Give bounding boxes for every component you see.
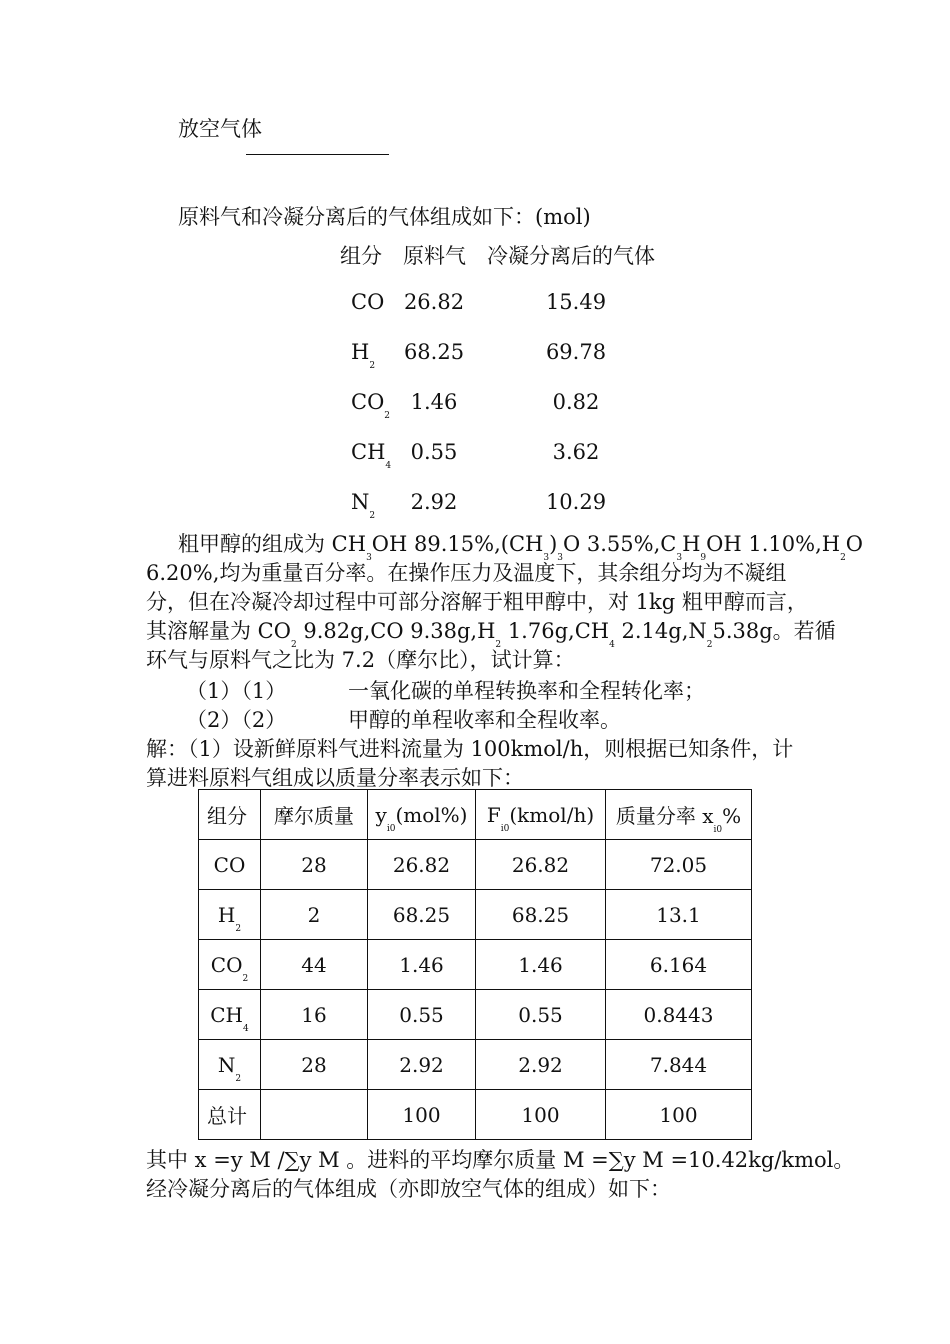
table-row: [199, 990, 752, 1040]
table-row: [199, 840, 752, 890]
table-row: [199, 1040, 752, 1090]
table1-feed-value: 2.92: [410, 490, 458, 514]
cell-f: 1.46: [476, 940, 606, 990]
table-row: [199, 1090, 752, 1140]
cell-comp: $CO_2$: [199, 940, 261, 990]
question-1-number: （1）（1）: [186, 679, 287, 703]
cell-comp: $CH_4$: [199, 990, 261, 1040]
intro-line: 原料气和冷凝分离后的气体组成如下：(mol): [178, 205, 591, 229]
table1-comp: $N_2$: [351, 490, 376, 521]
cell-molar-mass: 44: [261, 940, 368, 990]
cell-y: 100: [368, 1090, 476, 1140]
cell-f: 0.55: [476, 990, 606, 1040]
table-header-row: [199, 790, 752, 840]
table1-header-comp: 组分: [340, 244, 382, 268]
cell-f: 26.82: [476, 840, 606, 890]
table1-comp: $H_2$: [351, 340, 376, 371]
table1-after-value: 10.29: [545, 490, 607, 514]
cell-f: 68.25: [476, 890, 606, 940]
cell-molar-mass: 2: [261, 890, 368, 940]
cell-comp: $N_2$: [199, 1040, 261, 1090]
cell-x: 100: [606, 1090, 752, 1140]
cell-f: 100: [476, 1090, 606, 1140]
cell-y: 26.82: [368, 840, 476, 890]
cell-x: 7.844: [606, 1040, 752, 1090]
table1-comp: CO: [351, 290, 385, 314]
cell-molar-mass: 16: [261, 990, 368, 1040]
cell-x: 0.8443: [606, 990, 752, 1040]
cell-x: 6.164: [606, 940, 752, 990]
cell-y: 68.25: [368, 890, 476, 940]
blank-underline: [246, 154, 389, 155]
table1-after-value: 0.82: [552, 390, 600, 414]
cell-f: 2.92: [476, 1040, 606, 1090]
cell-molar-mass: [261, 1090, 368, 1140]
header-f: $F_{i0}(kmol/h)$: [476, 790, 606, 840]
para-line-1: 粗甲醇的组成为 $CH_3OH$ $89.15\%,(CH_3)_3O$ $3.55\%,C_3H_9OH$ $1.10\%,H_2O$: [178, 532, 864, 563]
question-1-text: 一氧化碳的单程转换率和全程转化率；: [348, 679, 705, 703]
table1-comp: $CH_4$: [351, 440, 392, 471]
para-line-3: 分，但在冷凝冷却过程中可部分溶解于粗甲醇中，对 1kg 粗甲醇而言，: [146, 590, 808, 614]
question-2-text: 甲醇的单程收率和全程收率。: [348, 708, 621, 732]
table-row: [199, 890, 752, 940]
cell-y: 2.92: [368, 1040, 476, 1090]
footer-line-1: 其中 x =y M /∑y M 。进料的平均摩尔质量 M =∑y M =10.42kg/kmol。: [146, 1148, 855, 1172]
footer-line-2: 经冷凝分离后的气体组成（亦即放空气体的组成）如下：: [146, 1177, 671, 1201]
cell-x: 72.05: [606, 840, 752, 890]
table1-feed-value: 1.46: [410, 390, 458, 414]
header-y: $y_{i0}(mol\%)$: [368, 790, 476, 840]
para-line-5: 环气与原料气之比为 7.2（摩尔比），试计算：: [146, 648, 575, 672]
header-comp: 组分: [199, 790, 261, 840]
solution-line-2: 算进料原料气组成以质量分率表示如下：: [146, 766, 524, 790]
solution-line-1: 解：（1）设新鲜原料气进料流量为 100kmol/h，则根据已知条件，计: [146, 737, 794, 761]
cell-comp: CO: [199, 840, 261, 890]
table1-after-value: 15.49: [545, 290, 607, 314]
table1-feed-value: 0.55: [410, 440, 458, 464]
heading: 放空气体: [178, 117, 262, 141]
table1-after-value: 3.62: [552, 440, 600, 464]
para-line-4: 其溶解量为 $CO_2$ 9.82g,CO $9.38g,H_2$ $1.76g,CH_4$ $2.14g,N_25.38g$。若循: [146, 619, 836, 650]
table1-feed-value: 26.82: [403, 290, 465, 314]
mass-fraction-table: [198, 789, 752, 1140]
table1-header-feed: 原料气: [403, 244, 466, 268]
header-x: 质量分率 $x_{i0}\%$: [606, 790, 752, 840]
cell-comp: 总计: [199, 1090, 261, 1140]
cell-x: 13.1: [606, 890, 752, 940]
table1-feed-value: 68.25: [403, 340, 465, 364]
question-2-number: （2）（2）: [186, 708, 287, 732]
para-line-2: 6.20%,均为重量百分率。在操作压力及温度下，其余组分均为不凝组: [146, 561, 787, 585]
table1-header-after: 冷凝分离后的气体: [487, 244, 655, 268]
header-molar-mass: 摩尔质量: [261, 790, 368, 840]
table-row: [199, 940, 752, 990]
cell-y: 0.55: [368, 990, 476, 1040]
table1-comp: $CO_2$: [351, 390, 391, 421]
cell-y: 1.46: [368, 940, 476, 990]
cell-molar-mass: 28: [261, 1040, 368, 1090]
cell-comp: $H_2$: [199, 890, 261, 940]
table1-after-value: 69.78: [545, 340, 607, 364]
cell-molar-mass: 28: [261, 840, 368, 890]
